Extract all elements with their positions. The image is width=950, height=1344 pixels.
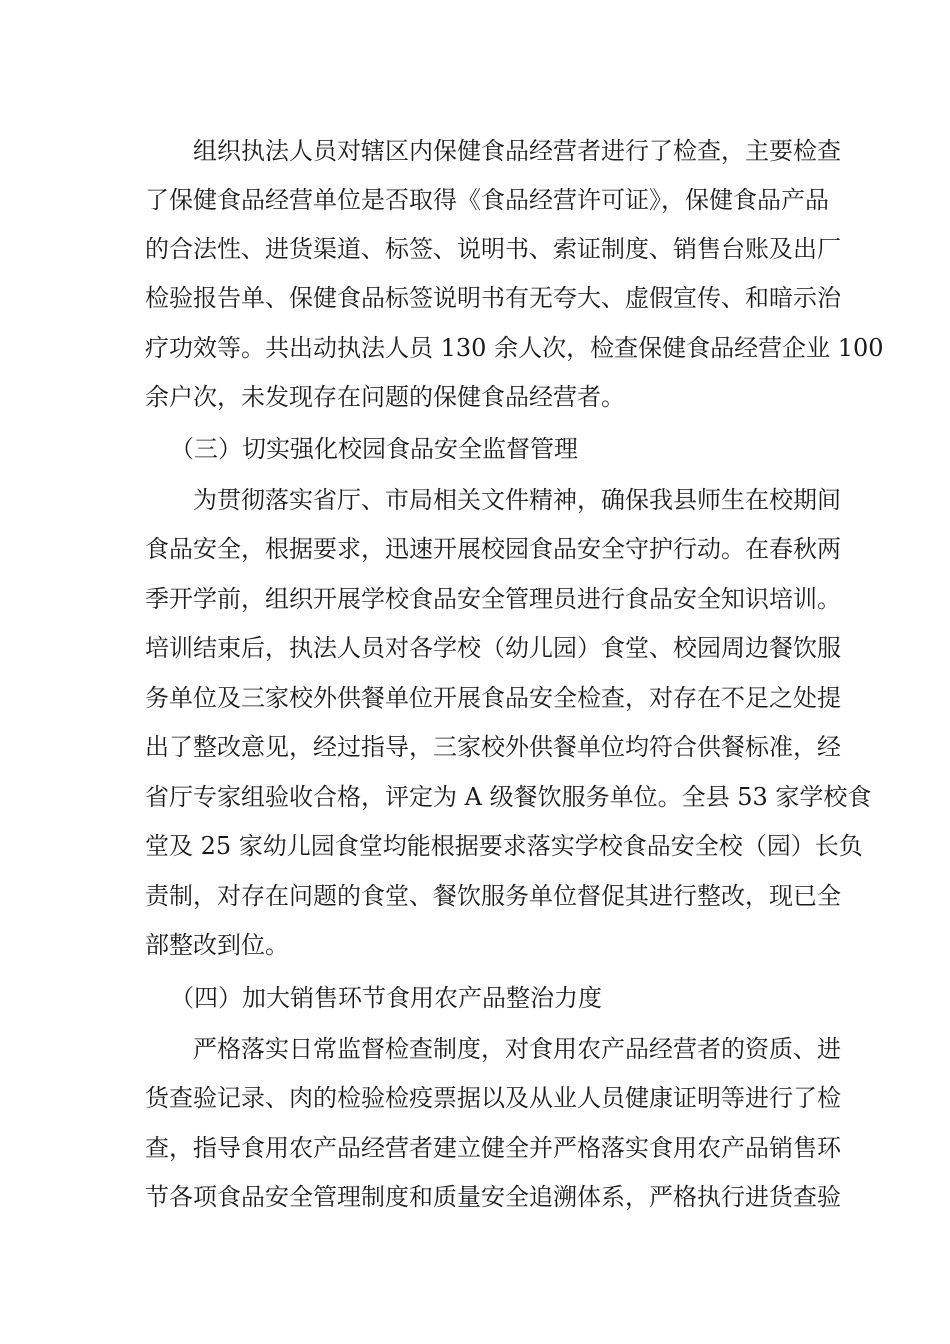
paragraph-line: 责制，对存在问题的食堂、餐饮服务单位督促其进行整改，现已全 <box>145 882 841 910</box>
paragraph-line: 季开学前，组织开展学校食品安全管理员进行食品安全知识培训。 <box>145 585 841 613</box>
paragraph-line: 为贯彻落实省厅、市局相关文件精神，确保我县师生在校期间 <box>193 486 841 514</box>
paragraph-line: 严格落实日常监督检查制度，对食用农产品经营者的资质、进 <box>193 1035 841 1063</box>
paragraph-line: 组织执法人员对辖区内保健食品经营者进行了检查，主要检查 <box>193 137 841 165</box>
paragraph-line: 食品安全，根据要求，迅速开展校园食品安全守护行动。在春秋两 <box>145 535 841 563</box>
paragraph-line: 疗功效等。共出动执法人员 130 余人次，检查保健食品经营企业 100 <box>145 334 884 362</box>
paragraph-line: 检验报告单、保健食品标签说明书有无夸大、虚假宣传、和暗示治 <box>145 284 841 312</box>
section-heading: （四）加大销售环节食用农产品整治力度 <box>170 984 602 1012</box>
paragraph-line: 了保健食品经营单位是否取得《食品经营许可证》，保健食品产品 <box>145 186 829 214</box>
paragraph-line: 货查验记录、肉的检验检疫票据以及从业人员健康证明等进行了检 <box>145 1084 841 1112</box>
paragraph-line: 余户次，未发现存在问题的保健食品经营者。 <box>145 383 625 411</box>
paragraph-line: 务单位及三家校外供餐单位开展食品安全检查，对存在不足之处提 <box>145 684 841 712</box>
section-heading: （三）切实强化校园食品安全监督管理 <box>170 435 578 463</box>
paragraph-line: 的合法性、进货渠道、标签、说明书、索证制度、销售台账及出厂 <box>145 235 841 263</box>
paragraph-line: 出了整改意见，经过指导，三家校外供餐单位均符合供餐标准，经 <box>145 733 841 761</box>
paragraph-line: 堂及 25 家幼儿园食堂均能根据要求落实学校食品安全校（园）长负 <box>145 832 863 860</box>
paragraph-line: 节各项食品安全管理制度和质量安全追溯体系，严格执行进货查验 <box>145 1183 841 1211</box>
paragraph-line: 查，指导食用农产品经营者建立健全并严格落实食用农产品销售环 <box>145 1134 841 1162</box>
paragraph-line: 省厅专家组验收合格，评定为 A 级餐饮服务单位。全县 53 家学校食 <box>145 783 872 811</box>
paragraph-line: 部整改到位。 <box>145 931 289 959</box>
paragraph-line: 培训结束后，执法人员对各学校（幼儿园）食堂、校园周边餐饮服 <box>145 634 841 662</box>
